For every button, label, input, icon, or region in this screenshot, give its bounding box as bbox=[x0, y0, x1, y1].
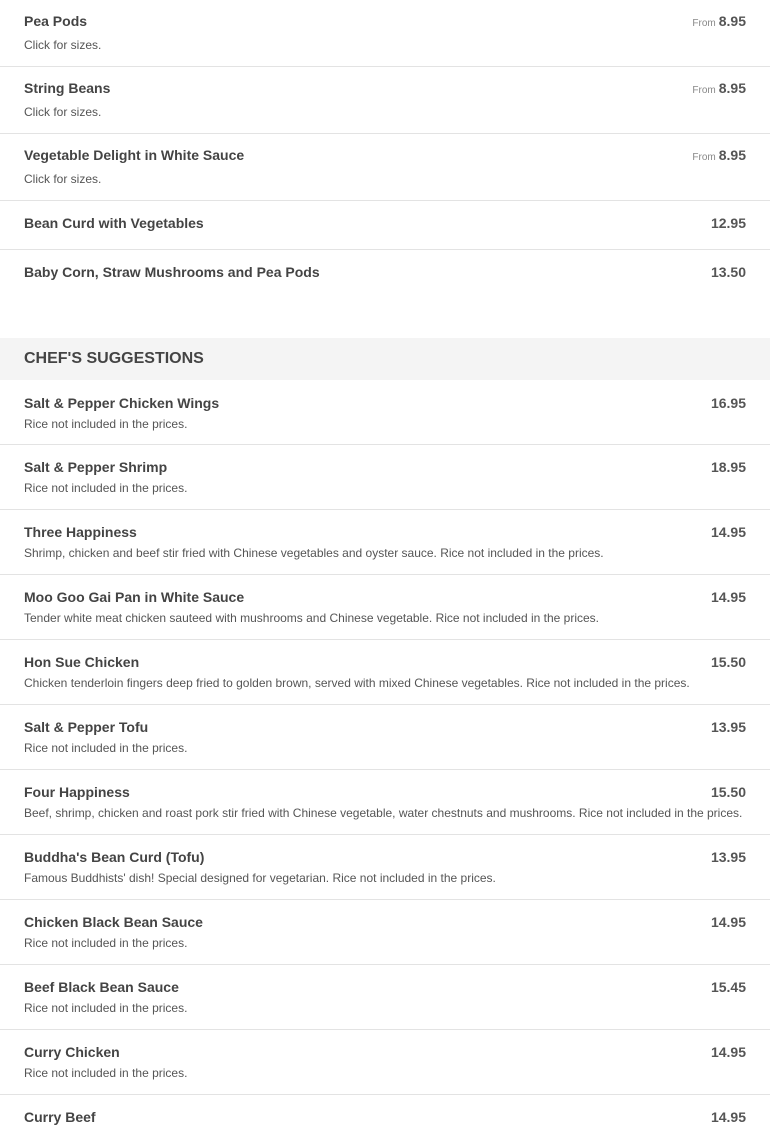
item-name: Vegetable Delight in White Sauce bbox=[24, 147, 245, 163]
menu-item[interactable] bbox=[0, 835, 770, 900]
item-price: 18.95 bbox=[710, 459, 746, 475]
item-name: Three Happiness bbox=[24, 524, 137, 540]
item-price: 15.50 bbox=[710, 654, 746, 670]
item-description: Tender white meat chicken sauteed with mushrooms and Chinese vegetable. Rice not included in the prices. bbox=[24, 611, 599, 625]
menu-item-baby-corn[interactable] bbox=[0, 250, 770, 338]
menu-item[interactable] bbox=[0, 575, 770, 640]
item-price bbox=[692, 13, 746, 29]
item-price: 15.50 bbox=[710, 784, 746, 800]
price-value: 8.95 bbox=[718, 147, 746, 163]
price-from-label: From bbox=[692, 85, 716, 96]
item-price: 14.95 bbox=[710, 1044, 746, 1060]
item-name: String Beans bbox=[24, 80, 111, 96]
item-description: Rice not included in the prices. bbox=[24, 741, 188, 755]
menu-item-pea-pods[interactable] bbox=[0, 0, 770, 67]
item-price: 14.95 bbox=[710, 1109, 746, 1125]
item-price: 12.95 bbox=[710, 215, 746, 231]
item-description: Rice not included in the prices. bbox=[24, 936, 188, 950]
price-from-label: From bbox=[692, 18, 716, 29]
item-description: Click for sizes. bbox=[24, 172, 102, 186]
item-name: Bean Curd with Vegetables bbox=[24, 215, 204, 231]
item-name: Beef Black Bean Sauce bbox=[24, 979, 179, 995]
item-description: Rice not included in the prices. bbox=[24, 417, 188, 431]
item-price: 13.95 bbox=[710, 849, 746, 865]
item-price: 13.95 bbox=[710, 719, 746, 735]
item-price: 16.95 bbox=[710, 395, 746, 411]
item-price: 15.45 bbox=[710, 979, 746, 995]
item-price bbox=[692, 147, 746, 163]
item-description: Beef, shrimp, chicken and roast pork stir fried with Chinese vegetable, water chestnuts and mushrooms. Rice not included in the prices. bbox=[24, 806, 743, 820]
item-description: Rice not included in the prices. bbox=[24, 481, 188, 495]
menu-item[interactable] bbox=[0, 445, 770, 510]
menu-item[interactable] bbox=[0, 510, 770, 575]
price-from-label: From bbox=[692, 152, 716, 163]
item-price: 14.95 bbox=[710, 589, 746, 605]
menu-item[interactable] bbox=[0, 1030, 770, 1095]
menu-item[interactable] bbox=[0, 770, 770, 835]
item-name: Salt & Pepper Tofu bbox=[24, 719, 149, 735]
item-name: Curry Beef bbox=[24, 1109, 96, 1125]
item-description: Famous Buddhists' dish! Special designed for vegetarian. Rice not included in the prices. bbox=[24, 871, 496, 885]
section-title-chefs-suggestions: CHEF'S SUGGESTIONS bbox=[0, 338, 770, 380]
item-name: Buddha's Bean Curd (Tofu) bbox=[24, 849, 205, 865]
item-description: Rice not included in the prices. bbox=[24, 1066, 188, 1080]
item-name: Chicken Black Bean Sauce bbox=[24, 914, 203, 930]
item-name: Four Happiness bbox=[24, 784, 130, 800]
item-description: Shrimp, chicken and beef stir fried with Chinese vegetables and oyster sauce. Rice not included in the prices. bbox=[24, 546, 604, 560]
item-price bbox=[692, 80, 746, 96]
item-description: Click for sizes. bbox=[24, 38, 102, 52]
item-name: Baby Corn, Straw Mushrooms and Pea Pods bbox=[24, 264, 320, 280]
item-name: Salt & Pepper Shrimp bbox=[24, 459, 168, 475]
item-name: Moo Goo Gai Pan in White Sauce bbox=[24, 589, 245, 605]
item-description: Rice not included in the prices. bbox=[24, 1001, 188, 1015]
menu-item[interactable] bbox=[0, 965, 770, 1030]
item-name: Curry Chicken bbox=[24, 1044, 120, 1060]
item-price: 14.95 bbox=[710, 914, 746, 930]
menu-item-string-beans[interactable] bbox=[0, 67, 770, 134]
menu-item[interactable] bbox=[0, 380, 770, 445]
item-price: 13.50 bbox=[710, 264, 746, 280]
chefs-suggestions-list bbox=[0, 380, 770, 1126]
menu-item[interactable] bbox=[0, 1095, 770, 1126]
vegetable-section bbox=[0, 0, 770, 338]
item-name: Salt & Pepper Chicken Wings bbox=[24, 395, 220, 411]
item-name: Hon Sue Chicken bbox=[24, 654, 140, 670]
menu-item[interactable] bbox=[0, 705, 770, 770]
menu-item-vegetable-delight[interactable] bbox=[0, 134, 770, 201]
item-description: Chicken tenderloin fingers deep fried to golden brown, served with mixed Chinese vegetables. Rice not included in the prices. bbox=[24, 676, 690, 690]
menu-item-bean-curd-vegetables[interactable] bbox=[0, 201, 770, 250]
item-price: 14.95 bbox=[710, 524, 746, 540]
price-value: 8.95 bbox=[718, 13, 746, 29]
menu-item[interactable] bbox=[0, 900, 770, 965]
item-name: Pea Pods bbox=[24, 13, 88, 29]
price-value: 8.95 bbox=[718, 80, 746, 96]
item-description: Click for sizes. bbox=[24, 105, 102, 119]
menu-item[interactable] bbox=[0, 640, 770, 705]
